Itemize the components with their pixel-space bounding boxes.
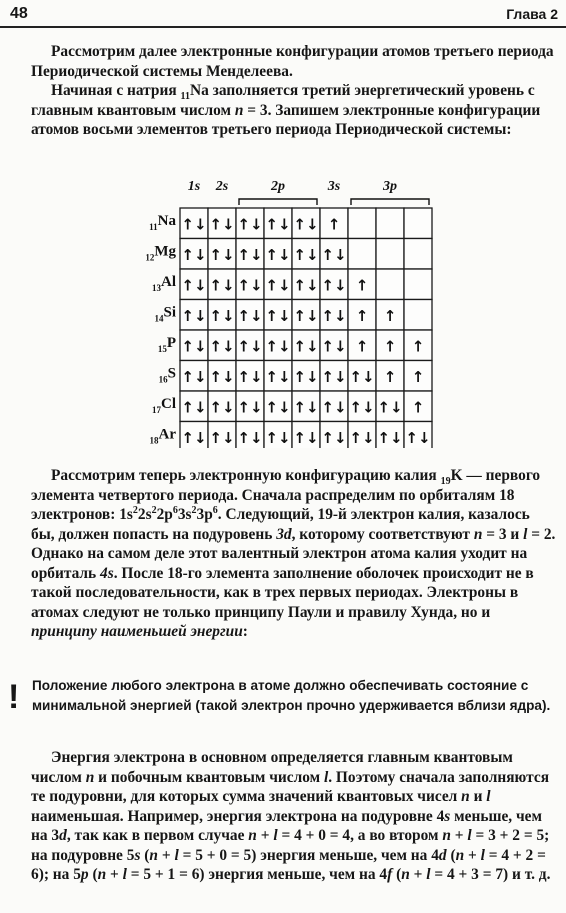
element-atomic-number: 13 <box>152 282 161 293</box>
orbital-diagram-svg <box>140 178 450 448</box>
variable-n: n <box>97 866 107 883</box>
element-atomic-number: 18 <box>149 435 159 446</box>
electron-arrows: ↑↓ <box>209 215 235 234</box>
sublevel-letter: d <box>59 827 67 844</box>
electron-arrows: ↑↓ <box>209 398 235 417</box>
sublevel-label: 3s <box>327 179 341 194</box>
sublevel-letter: p <box>80 866 89 883</box>
electron-arrows: ↑↓ <box>181 306 207 325</box>
electron-arrows: ↑ <box>327 215 341 234</box>
text-run: . После 18-го элемента заполнение оболочек происходит не в такой последовательности, как в трех первых периодах. Электроны в атомах следуют не только принципу Паули и правилу Хунда, но и <box>31 564 534 621</box>
variable-n: n <box>473 525 483 543</box>
electron-arrows: ↑↓ <box>265 367 291 386</box>
electron-arrows: ↑ <box>355 306 369 325</box>
electron-arrows: ↑↓ <box>265 428 291 447</box>
text-run: = 4 + 0 = 4, а во втором <box>277 827 443 844</box>
orbital-cell <box>376 208 404 239</box>
variable-n: n <box>149 846 158 864</box>
electron-arrows: ↑ <box>411 367 425 386</box>
electron-arrows: ↑ <box>411 398 425 417</box>
variable-l: l <box>323 768 329 786</box>
element-symbol: P <box>166 334 176 351</box>
config-term: 1s <box>119 506 133 523</box>
element-atomic-number: 15 <box>157 343 167 354</box>
electron-arrows: ↑↓ <box>265 306 291 325</box>
variable-n: n <box>461 788 470 805</box>
potassium-paragraph <box>31 466 556 642</box>
electron-arrows: ↑↓ <box>377 398 403 417</box>
element-label <box>150 426 177 445</box>
variable-n: n <box>401 866 410 883</box>
electron-arrows: ↑ <box>383 306 397 325</box>
element-symbol: Si <box>163 304 176 321</box>
electron-arrows: ↑↓ <box>321 398 347 417</box>
text-run: меньше, чем на 3 <box>31 807 542 844</box>
electron-arrows: ↑↓ <box>181 337 207 356</box>
sublevel-letter: s <box>134 846 141 864</box>
variable-l: l <box>523 525 528 543</box>
orbital-cell <box>404 239 432 270</box>
electron-arrows: ↑↓ <box>293 337 319 356</box>
intro-text: Рассмотрим далее электронные конфигурации атомов третьего периода Периодической системы Менделеева. <box>31 43 554 80</box>
element-atomic-number: 17 <box>152 404 161 415</box>
electron-arrows: ↑↓ <box>237 306 263 325</box>
orbital-cell <box>404 269 432 300</box>
element-label <box>152 396 176 415</box>
element-atomic-number: 14 <box>154 313 164 324</box>
electron-arrows: ↑↓ <box>293 367 319 386</box>
config-term: 3p <box>196 506 213 523</box>
element-symbol: Ar <box>158 426 176 443</box>
text-run: = 5 + 0 = 5) энергия меньше, чем на 4 <box>178 846 439 864</box>
atomic-number: 11 <box>180 91 190 103</box>
config-term: 3s <box>177 506 192 523</box>
sublevel-letter: s <box>444 807 451 825</box>
sublevel-bracket <box>239 199 317 205</box>
page-number: 48 <box>10 4 28 22</box>
electron-arrows: ↑↓ <box>293 215 319 234</box>
config-exponent: 2 <box>191 504 197 516</box>
text-run: — первого элемента четвертого периода. Сначала распределим по орбиталям 18 электронов: <box>31 467 541 523</box>
sublevel-label: 2p <box>271 179 285 194</box>
orbital-cell <box>404 300 432 331</box>
text-run: . Следующий, 19-й электрон калия, казалось бы, должен попасть на подуровень <box>31 506 530 543</box>
variable-n: n <box>455 846 465 864</box>
variable-n: n <box>234 101 244 119</box>
element-label <box>152 274 176 293</box>
text-run: , так как в первом случае <box>66 827 249 844</box>
text-run: и <box>469 788 487 805</box>
electron-configuration <box>119 506 218 523</box>
sublevel-label: 3p <box>383 179 397 194</box>
electron-arrows: ↑↓ <box>321 367 347 386</box>
sublevel-label: 1s <box>187 179 201 194</box>
text-run: заполняется третий энергетический уровень с главным квантовым числом <box>31 82 535 119</box>
orbital-cell <box>376 239 404 270</box>
principle-term: принципу наименьшей энергии <box>31 623 243 640</box>
electron-arrows: ↑↓ <box>321 276 347 295</box>
electron-arrows: ↑↓ <box>349 428 375 447</box>
energy-paragraph: Энергия электрона в основном определяется главным квантовым числом n и побочным квантовым числом l. Поэтому сначала заполняются те подуровни, для которых сумма значений квантовых чисел n и l наименьшая. Например, энергия электрона на подуровне 4s меньше, чем на 3d, так как в первом случае n + l = 4 + 0 = 4, а во втором n + l = 3 + 2 = 5; на подуровне 5s (n + l = 5 + 0 = 5) энергия меньше, чем на 4d (n + l = 4 + 2 = 6); на 5p (n + l = 5 + 1 = 6) энергия меньше, чем на 4f (n + l = 4 + 3 = 7) и т. д. <box>31 749 551 883</box>
rule-text: Положение любого электрона в атоме должно обеспечивать состояние с минимальной энергией (такой электрон прочно удерживается вблизи ядра). <box>32 678 551 713</box>
sublevel-3d: 3d <box>276 525 292 543</box>
electron-arrows: ↑↓ <box>181 398 207 417</box>
sublevel-label: 2s <box>215 179 229 194</box>
electron-arrows: ↑↓ <box>209 306 235 325</box>
variable-l: l <box>486 788 491 805</box>
electron-arrows: ↑↓ <box>265 337 291 356</box>
electron-arrows: ↑↓ <box>237 398 263 417</box>
electron-arrows: ↑↓ <box>265 398 291 417</box>
electron-arrows: ↑↓ <box>293 306 319 325</box>
electron-arrows: ↑↓ <box>237 367 263 386</box>
sodium-paragraph <box>31 81 556 140</box>
text-run: Начиная с натрия <box>51 82 181 99</box>
electron-arrows: ↑↓ <box>209 428 235 447</box>
electron-arrows: ↑↓ <box>321 337 347 356</box>
electron-arrows: ↑↓ <box>209 367 235 386</box>
text-run: наименьшая. Например, энергия электрона на подуровне 4 <box>31 807 445 825</box>
electron-arrows: ↑↓ <box>321 306 347 325</box>
electron-arrows: ↑ <box>355 337 369 356</box>
element-symbol: K <box>450 467 463 484</box>
electron-arrows: ↑↓ <box>237 337 263 356</box>
electron-arrows: ↑↓ <box>181 367 207 386</box>
orbital-cell <box>348 239 376 270</box>
header-divider <box>0 26 566 28</box>
element-label <box>159 365 176 384</box>
element-symbol: Cl <box>161 395 176 412</box>
element-atomic-number: 11 <box>149 221 158 232</box>
element-symbol: Al <box>161 273 176 290</box>
sublevel-letter: d <box>438 846 447 864</box>
orbital-4s: 4s <box>100 564 114 582</box>
sublevel-letter: f <box>387 866 393 883</box>
text-run: , которому соответствуют <box>291 525 474 543</box>
variable-l: l <box>273 827 278 844</box>
text-run: : <box>242 623 248 640</box>
electron-arrows: ↑ <box>355 276 369 295</box>
element-symbol: S <box>167 365 176 382</box>
electron-arrows: ↑↓ <box>265 215 291 234</box>
orbital-cell <box>348 208 376 239</box>
electron-arrows: ↑↓ <box>209 276 235 295</box>
electron-arrows: ↑↓ <box>265 245 291 264</box>
electron-arrows: ↑↓ <box>321 245 347 264</box>
electron-arrows: ↑↓ <box>181 276 207 295</box>
variable-n: n <box>248 827 257 844</box>
page-header <box>0 0 566 27</box>
electron-arrows: ↑↓ <box>293 398 319 417</box>
electron-arrows: ↑↓ <box>181 245 207 264</box>
element-atomic-number: 12 <box>145 252 155 263</box>
element-label <box>145 243 176 262</box>
electron-arrows: ↑↓ <box>293 245 319 264</box>
electron-arrows: ↑ <box>383 367 397 386</box>
text-run: Рассмотрим теперь электронную конфигурацию калия <box>51 467 441 484</box>
intro-paragraph <box>31 42 556 81</box>
text-run: = 3. Запишем электронные конфигурации атомов восьми элементов третьего периода Периодической системы: <box>31 101 541 138</box>
element-symbol: Na <box>157 212 176 229</box>
text-run: = 5 + 1 = 6) энергия меньше, чем на 4 <box>126 866 388 883</box>
atomic-number: 19 <box>440 476 451 488</box>
text-run: = 4 + 3 = 7) и т. д. <box>430 866 551 883</box>
text-run: = 2. Однако на самом деле этот валентный электрон атома калия уходит на орбиталь <box>31 525 556 582</box>
electron-arrows: ↑↓ <box>237 428 263 447</box>
orbital-cell <box>404 208 432 239</box>
variable-n: n <box>442 827 451 844</box>
config-exponent: 2 <box>151 504 157 516</box>
text-run: = 3 и <box>482 525 524 543</box>
exclamation-icon: ! <box>8 678 20 716</box>
element-label <box>158 335 176 354</box>
element-label <box>149 213 176 232</box>
sublevel-bracket <box>351 199 429 205</box>
element-symbol: Mg <box>154 243 176 260</box>
element-label <box>154 304 176 323</box>
config-exponent: 6 <box>212 504 218 516</box>
electron-arrows: ↑↓ <box>237 276 263 295</box>
electron-arrows: ↑↓ <box>321 428 347 447</box>
element-symbol: Na <box>189 82 209 99</box>
variable-l: l <box>467 827 472 844</box>
electron-arrows: ↑ <box>411 337 425 356</box>
electron-arrows: ↑↓ <box>209 337 235 356</box>
electron-arrows: ↑↓ <box>181 428 207 447</box>
variable-l: l <box>480 846 485 864</box>
variable-l: l <box>426 866 431 883</box>
electron-arrows: ↑↓ <box>405 428 431 447</box>
text-run: = 4 + 2 = 6); на 5 <box>31 846 546 883</box>
chapter-title: Глава 2 <box>506 5 558 22</box>
electron-arrows: ↑↓ <box>293 428 319 447</box>
electron-arrows: ↑↓ <box>209 245 235 264</box>
orbital-cell <box>376 269 404 300</box>
config-term: 2s <box>137 506 152 523</box>
variable-n: n <box>85 768 95 786</box>
element-atomic-number: 16 <box>158 374 168 385</box>
orbital-diagram <box>140 178 450 448</box>
electron-arrows: ↑↓ <box>265 276 291 295</box>
electron-arrows: ↑↓ <box>237 215 263 234</box>
text-run: Энергия электрона в основном определяется главным квантовым числом <box>31 749 513 786</box>
text-run: . Поэтому сначала заполняются те подуровни, для которых сумма значений квантовых чисел <box>31 768 550 805</box>
text-run: = 3 + 2 = 5; на подуровне 5 <box>31 827 550 864</box>
config-exponent: 2 <box>132 504 138 516</box>
config-term: 2p <box>156 506 173 523</box>
text-run: и побочным квантовым числом <box>94 768 324 786</box>
variable-l: l <box>174 846 179 864</box>
electron-arrows: ↑↓ <box>349 367 375 386</box>
config-exponent: 6 <box>172 504 178 516</box>
electron-arrows: ↑↓ <box>181 215 207 234</box>
electron-arrows: ↑↓ <box>237 245 263 264</box>
electron-arrows: ↑↓ <box>293 276 319 295</box>
variable-l: l <box>122 866 127 883</box>
electron-arrows: ↑↓ <box>377 428 403 447</box>
electron-arrows: ↑ <box>383 337 397 356</box>
electron-arrows: ↑↓ <box>349 398 375 417</box>
